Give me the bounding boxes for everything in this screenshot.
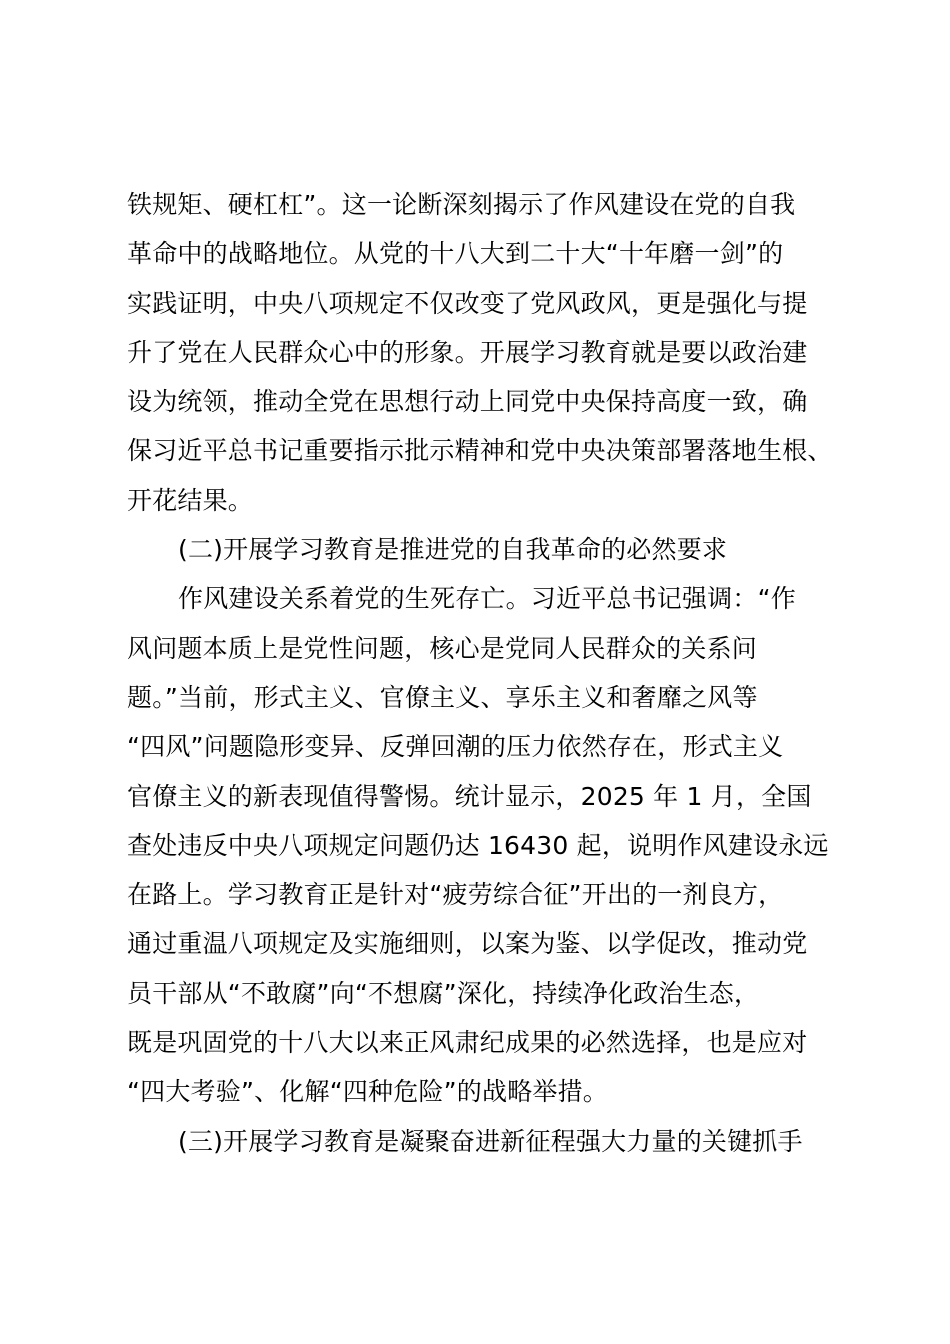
section-heading-3: (三)开展学习教育是凝聚奋进新征程强大力量的关键抓手 [178, 1126, 803, 1156]
paragraph-line: 题。”当前，形式主义、官僚主义、享乐主义和奢靡之风等 [127, 682, 758, 712]
paragraph-line: “四风”问题隐形变异、反弹回潮的压力依然存在，形式主义 [127, 732, 784, 762]
paragraph-line: 官僚主义的新表现值得警惕。统计显示，2025 年 1 月，全国 [127, 781, 812, 811]
paragraph-line: 既是巩固党的十八大以来正风肃纪成果的必然选择，也是应对 [127, 1028, 808, 1058]
paragraph-line: 升了党在人民群众心中的形象。开展学习教育就是要以政治建 [127, 337, 808, 367]
paragraph-line: 作风建设关系着党的生死存亡。习近平总书记强调：“作 [178, 584, 796, 614]
paragraph-line: 铁规矩、硬杠杠”。这一论断深刻揭示了作风建设在党的自我 [127, 190, 796, 219]
paragraph-line: 查处违反中央八项规定问题仍达 16430 起，说明作风建设永远 [127, 830, 829, 860]
paragraph-line: 风问题本质上是党性问题，核心是党同人民群众的关系问 [127, 633, 758, 663]
paragraph-line: 实践证明，中央八项规定不仅改变了党风政风，更是强化与提 [127, 288, 808, 318]
paragraph-line: 设为统领，推动全党在思想行动上同党中央保持高度一致，确 [127, 387, 808, 417]
section-heading-2: (二)开展学习教育是推进党的自我革命的必然要求 [178, 535, 728, 565]
paragraph-line: 在路上。学习教育正是针对“疲劳综合征”开出的一剂良方， [127, 880, 784, 910]
paragraph-line: 通过重温八项规定及实施细则，以案为鉴、以学促改，推动党 [127, 929, 808, 959]
paragraph-line: 开花结果。 [127, 485, 254, 515]
paragraph-line: 员干部从“不敢腐”向“不想腐”深化，持续净化政治生态， [127, 978, 760, 1008]
paragraph-line: 保习近平总书记重要指示批示精神和党中央决策部署落地生根、 [127, 436, 833, 466]
document-body [127, 180, 837, 1166]
paragraph-line: “四大考验”、化解“四种危险”的战略举措。 [127, 1077, 609, 1107]
paragraph-line: 革命中的战略地位。从党的十八大到二十大“十年磨一剑”的 [127, 239, 784, 269]
